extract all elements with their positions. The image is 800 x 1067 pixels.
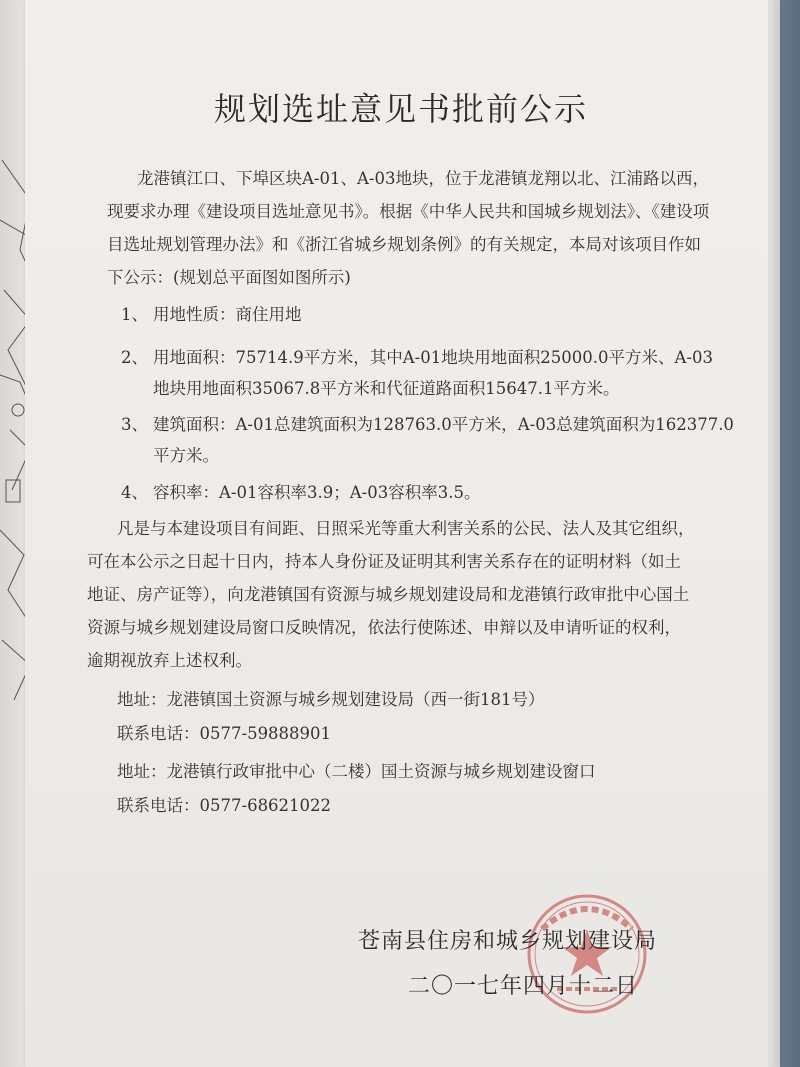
item-number-2: 2、 bbox=[121, 348, 148, 367]
item-number-1: 1、 bbox=[121, 305, 148, 324]
signature-organization: 苍南县住房和城乡规划建设局 bbox=[358, 929, 658, 954]
notice-line-2: 可在本公示之日起十日内，持本人身份证及证明其利害关系存在的证明材料（如土 bbox=[87, 552, 681, 571]
contact-address-2: 地址：龙港镇行政审批中心（二楼）国土资源与城乡规划建设窗口 bbox=[117, 762, 596, 781]
intro-line-4: 下公示：(规划总平面图如图所示) bbox=[107, 268, 351, 287]
signature-date: 二〇一七年四月十二日 bbox=[408, 974, 639, 999]
page-title: 规划选址意见书批前公示 bbox=[213, 90, 588, 128]
item-2-line-1: 用地面积：75714.9平方米，其中A-01地块用地面积25000.0平方米、A-03 bbox=[153, 348, 713, 367]
notice-line-4: 资源与城乡规划建设局窗口反映情况，依法行使陈述、申辩以及申请听证的权利， bbox=[87, 618, 681, 637]
paper-stack-edge bbox=[768, 0, 780, 1067]
contact-address-1: 地址：龙港镇国土资源与城乡规划建设局（西一街181号） bbox=[117, 690, 545, 709]
intro-line-3: 目选址规划管理办法》和《浙江省城乡规划条例》的有关规定，本局对该项目作如 bbox=[107, 235, 701, 254]
item-3-line-1: 建筑面积：A-01总建筑面积为128763.0平方米，A-03总建筑面积为162377.0 bbox=[153, 415, 734, 434]
contact-phone-2: 联系电话：0577-68621022 bbox=[117, 796, 332, 815]
notice-line-3: 地证、房产证等），向龙港镇国有资源与城乡规划建设局和龙港镇行政审批中心国土 bbox=[87, 585, 690, 604]
item-1-line-1: 用地性质：商住用地 bbox=[153, 305, 302, 324]
item-3-line-2: 平方米。 bbox=[153, 446, 219, 465]
notice-line-5: 逾期视放弃上述权利。 bbox=[87, 651, 252, 670]
intro-line-1: 龙港镇江口、下埠区块A-01、A-03地块，位于龙港镇龙翔以北、江浦路以西， bbox=[137, 169, 709, 188]
item-4-line-1: 容积率：A-01容积率3.9；A-03容积率3.5。 bbox=[153, 483, 481, 502]
notice-paper bbox=[25, 0, 777, 1067]
item-2-line-2: 地块用地面积35067.8平方米和代征道路面积15647.1平方米。 bbox=[153, 379, 620, 398]
item-number-3: 3、 bbox=[121, 415, 148, 434]
contact-phone-1: 联系电话：0577-59888901 bbox=[117, 724, 332, 743]
item-number-4: 4、 bbox=[121, 483, 148, 502]
notice-line-1: 凡是与本建设项目有间距、日照采光等重大利害关系的公民、法人及其它组织， bbox=[117, 519, 695, 538]
intro-line-2: 现要求办理《建设项目选址意见书》。根据《中华人民共和国城乡规划法》、《建设项 bbox=[107, 202, 710, 221]
